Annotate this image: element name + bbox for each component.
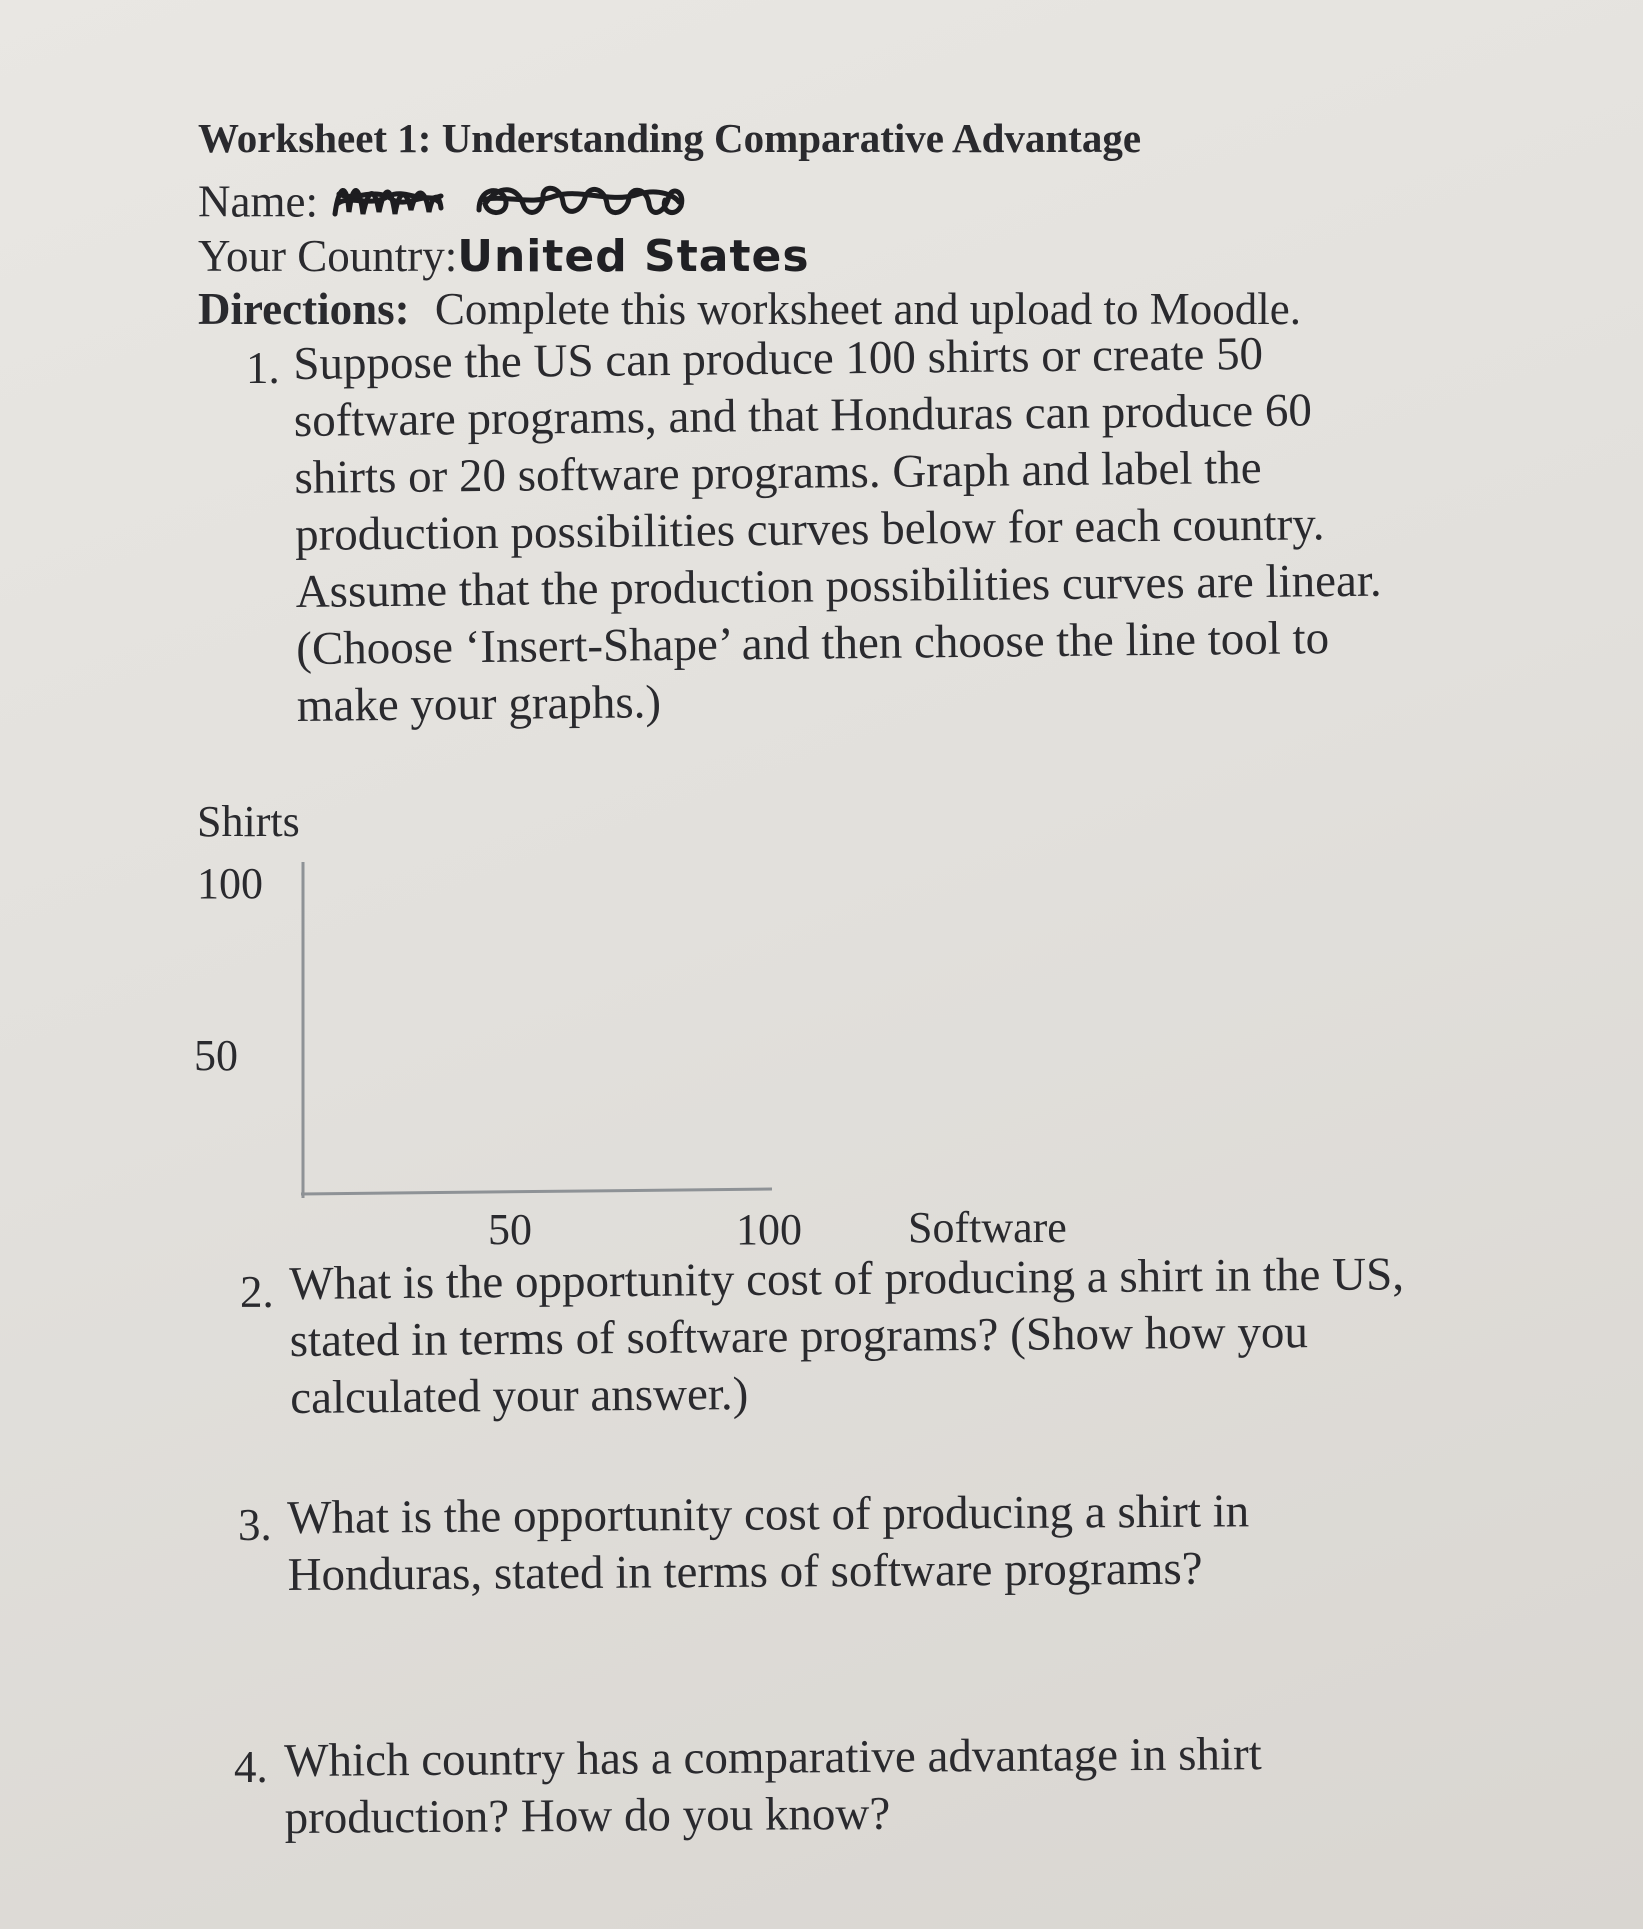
question-2-number: 2. — [240, 1267, 274, 1317]
question-3-line: Honduras, stated in terms of software programs? — [287, 1542, 1203, 1601]
question-3-number: 3. — [238, 1500, 272, 1550]
country-label: Your Country: — [198, 231, 458, 281]
x-tick-50: 50 — [488, 1205, 532, 1254]
x-axis-label: Software — [908, 1203, 1067, 1252]
y-axis-label: Shirts — [197, 797, 300, 846]
name-label: Name: — [198, 176, 318, 227]
question-1-line: production possibilities curves below for each country. — [294, 498, 1325, 561]
question-3-text — [287, 1483, 1250, 1604]
y-tick-50: 50 — [194, 1031, 238, 1080]
country-value: United States — [457, 231, 810, 282]
question-1-line: Assume that the production possibilities curves are linear. — [295, 554, 1382, 618]
question-1-number: 1. — [246, 343, 280, 393]
directions-label: Directions: — [198, 284, 410, 334]
question-1-line: (Choose ‘Insert-Shape’ and then choose the line tool to — [296, 612, 1330, 675]
question-1-line: shirts or 20 software programs. Graph and label the — [294, 441, 1262, 504]
question-2-line: calculated your answer.) — [290, 1367, 749, 1424]
question-4-line: Which country has a comparative advantage in shirt — [284, 1728, 1262, 1787]
question-3-line: What is the opportunity cost of producing a shirt in — [287, 1485, 1250, 1544]
question-1-line: Suppose the US can produce 100 shirts or create 50 — [293, 327, 1264, 390]
question-2-line: stated in terms of software programs? (Show how you — [289, 1306, 1309, 1367]
question-4-number: 4. — [234, 1742, 268, 1792]
question-4-line: production? How do you know? — [284, 1787, 891, 1844]
question-2-line: What is the opportunity cost of producing a shirt in the US, — [289, 1248, 1405, 1310]
question-1-line: make your graphs.) — [296, 676, 662, 732]
question-2-text — [289, 1246, 1405, 1427]
x-axis-line — [301, 1189, 772, 1194]
question-1-line: software programs, and that Honduras can produce 60 — [293, 384, 1313, 447]
question-4-text — [284, 1726, 1262, 1847]
directions-text: Complete this worksheet and upload to Moodle. — [434, 284, 1301, 334]
y-tick-100: 100 — [197, 859, 263, 908]
worksheet-title: Worksheet 1: Understanding Comparative Advantage — [198, 115, 1142, 161]
x-tick-100: 100 — [736, 1205, 802, 1254]
